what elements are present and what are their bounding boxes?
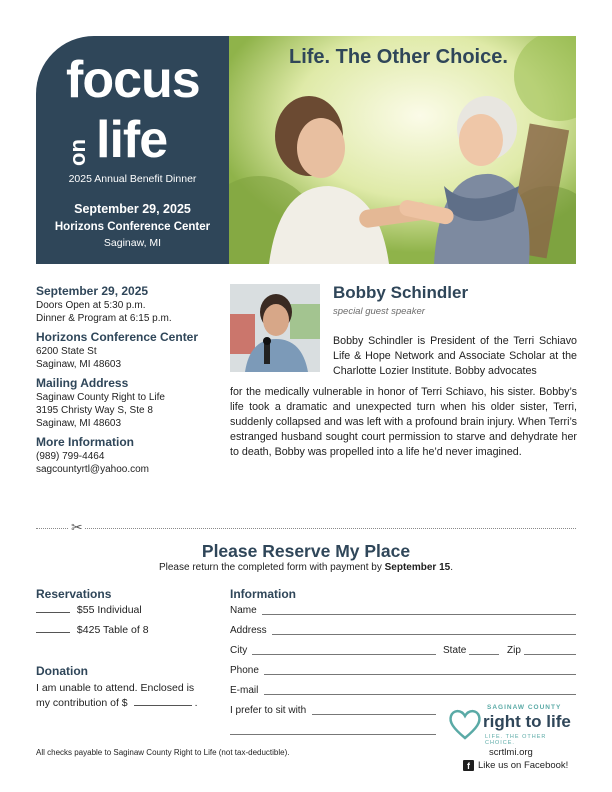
event-info-column	[36, 284, 226, 476]
org-logo-name: right to life	[483, 712, 571, 731]
info-doors: Doors Open at 5:30 p.m.	[36, 300, 146, 311]
city-field[interactable]	[252, 654, 436, 655]
scissors-icon: ✂	[71, 519, 83, 535]
speaker-name: Bobby Schindler	[333, 283, 469, 302]
donation-amount-blank[interactable]	[134, 705, 192, 706]
info-venue-street: 6200 State St	[36, 346, 97, 357]
event-venue: Horizons Conference Center	[54, 221, 211, 233]
info-date-heading: September 29, 2025	[36, 284, 149, 298]
info-mail-heading: Mailing Address	[36, 376, 129, 390]
speaker-bio-top: Bobby Schindler is President of the Terri Schiavo Life & Hope Network and Associate Scholar at the Charlotte Lozier Institute. Bobby advocates	[333, 335, 577, 377]
checks-payable-note: All checks payable to Saginaw County Right to Life (not tax-deductible).	[36, 748, 290, 757]
org-logo-county: SAGINAW COUNTY	[487, 704, 562, 711]
reservations-heading: Reservations	[36, 587, 112, 601]
hero-photo	[229, 36, 576, 264]
address-label: Address	[230, 625, 267, 636]
facebook-icon: f	[463, 760, 474, 771]
phone-field[interactable]	[264, 674, 576, 675]
cut-line	[36, 528, 576, 529]
hero-panel	[36, 36, 229, 264]
zip-label: Zip	[507, 645, 521, 656]
form-instructions-pre: Please return the completed form with payment by	[158, 562, 385, 573]
state-label: State	[443, 645, 467, 656]
email-label: E-mail	[230, 685, 259, 696]
org-logo	[447, 704, 577, 744]
information-heading: Information	[230, 587, 296, 601]
info-dinner: Dinner & Program at 6:15 p.m.	[36, 313, 172, 324]
form-deadline: September 15	[384, 562, 451, 573]
info-phone: (989) 799-4464	[36, 451, 105, 462]
reservation-individual-label: $55 Individual	[76, 604, 142, 616]
sit-with-field-line2[interactable]	[230, 734, 436, 735]
donation-text	[36, 681, 206, 711]
sit-with-field[interactable]	[312, 714, 436, 715]
info-email: sagcountyrtl@yahoo.com	[36, 464, 149, 475]
heart-icon	[447, 706, 483, 742]
form-instructions-post: .	[450, 562, 454, 573]
info-more-heading: More Information	[36, 435, 134, 449]
hero-photo-illustration	[229, 36, 576, 264]
donation-heading: Donation	[36, 664, 88, 678]
event-subtitle: 2025 Annual Benefit Dinner	[68, 173, 197, 185]
name-field[interactable]	[262, 614, 576, 615]
logo-life-text: life	[96, 111, 168, 169]
email-field[interactable]	[264, 694, 576, 695]
zip-field[interactable]	[524, 654, 576, 655]
speaker-photo	[230, 284, 320, 372]
sit-with-label: I prefer to sit with	[230, 705, 307, 716]
reservation-individual-blank[interactable]	[36, 612, 70, 613]
event-city: Saginaw, MI	[103, 237, 162, 249]
speaker-role: special guest speaker	[333, 306, 425, 317]
info-mail-name: Saginaw County Right to Life	[36, 392, 165, 403]
org-logo-tagline: LIFE. THE OTHER CHOICE.	[485, 734, 547, 746]
speaker-bio-bottom: for the medically vulnerable in honor of Terri Schiavo, his sister. Bobby’s life took a dramatic and unexpected turn when his older sister, Terri, suddenly collapsed and was left with a profound brain injury. When Terri’s estranged husband sought court permission to starve and dehydrate her to death, Bobby was propelled into a life he’d never imagined.	[230, 386, 577, 458]
info-mail-street: 3195 Christy Way S, Ste 8	[36, 405, 153, 416]
city-label: City	[230, 645, 248, 656]
event-date: September 29, 2025	[74, 202, 191, 216]
info-mail-city: Saginaw, MI 48603	[36, 418, 122, 429]
form-title: Please Reserve My Place	[201, 541, 411, 561]
state-field[interactable]	[469, 654, 499, 655]
facebook-link[interactable]	[463, 760, 568, 771]
reservation-table-row[interactable]	[36, 624, 149, 636]
facebook-label: Like us on Facebook!	[478, 760, 569, 771]
info-venue-city: Saginaw, MI 48603	[36, 359, 122, 370]
name-label: Name	[230, 605, 257, 616]
phone-label: Phone	[230, 665, 259, 676]
form-instructions	[0, 562, 612, 573]
reservation-individual-row[interactable]	[36, 604, 142, 616]
tagline: Life. The Other Choice.	[289, 46, 508, 68]
logo-focus-text: focus	[66, 51, 200, 109]
donation-text-label: I am unable to attend. Enclosed is my contribution of $	[36, 682, 195, 709]
address-field[interactable]	[272, 634, 576, 635]
logo-on-text: on	[65, 139, 90, 166]
speaker-photo-illustration	[230, 284, 320, 372]
info-venue-heading: Horizons Conference Center	[36, 330, 199, 344]
org-website-link[interactable]: scrtlmi.org	[489, 747, 533, 758]
reservation-table-label: $425 Table of 8	[76, 624, 149, 636]
reservation-table-blank[interactable]	[36, 632, 70, 633]
donation-text-end: .	[194, 697, 198, 709]
